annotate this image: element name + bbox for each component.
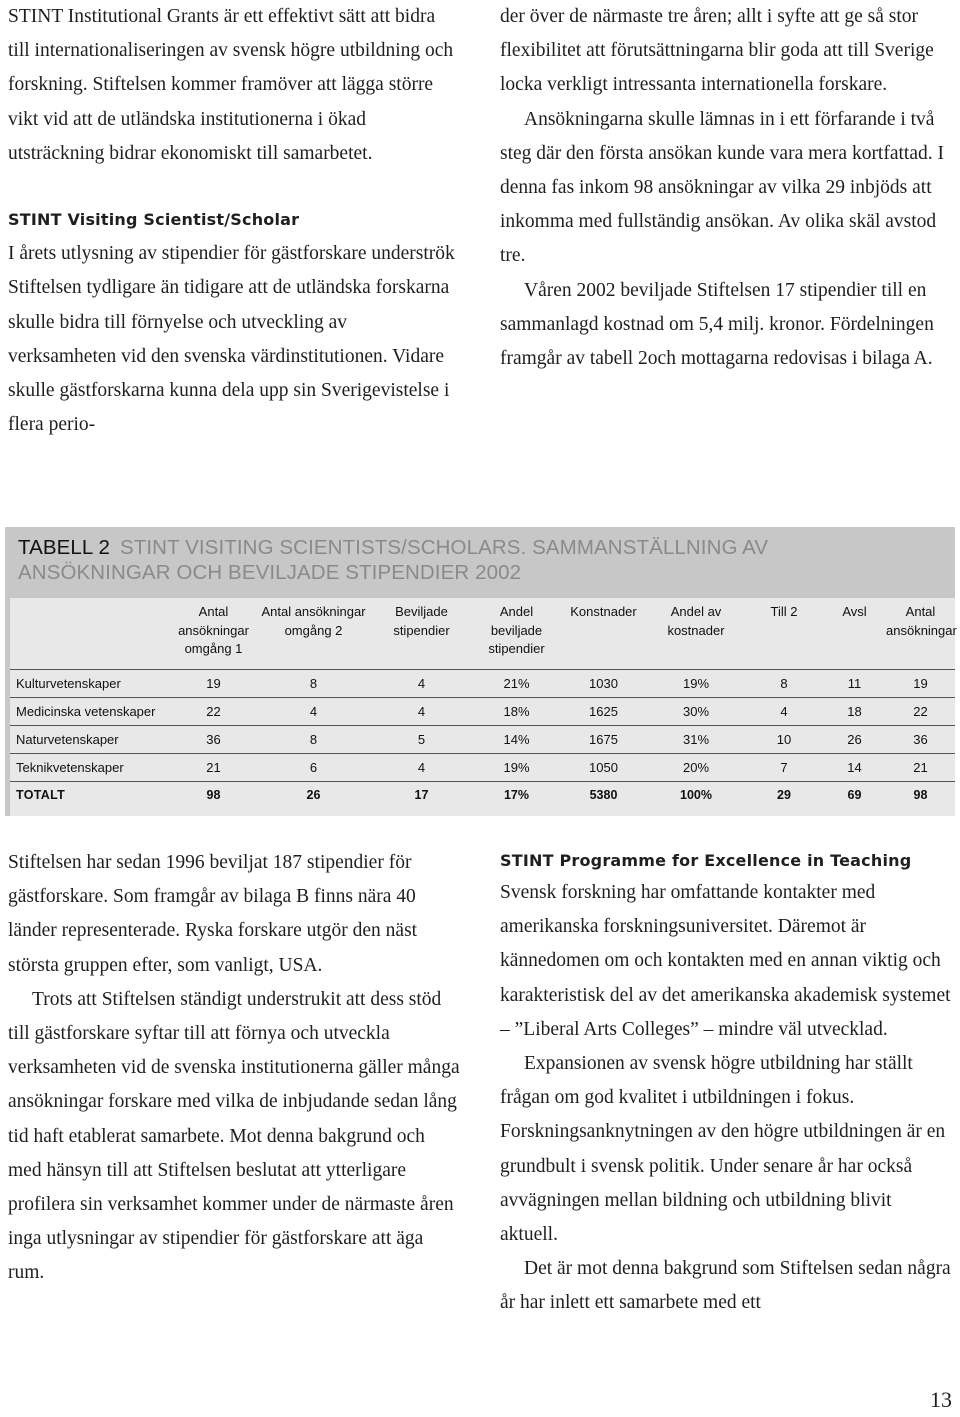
column-bottom-left [8, 846, 460, 1291]
table-cell: 14 [823, 754, 886, 782]
column-header: Antal ansökningar [886, 604, 957, 638]
table-row [10, 698, 955, 726]
table-cell: 1030 [560, 670, 647, 698]
table-cell: 19 [886, 670, 955, 698]
column-header: Antal ansökningar omgång 1 [178, 604, 249, 656]
table-cell: Teknikvetenskaper [10, 754, 170, 782]
continued-paragraph: der över de närmaste tre åren; allt i syfte att ge så stor flexibilitet att förutsättningarna blir goda att till Sverige locka verkligt intressanta internationella forskare. [500, 6, 934, 96]
column-top-right [500, 0, 952, 376]
table-2 [5, 527, 955, 816]
column-header: Antal ansökningar omgång 2 [261, 604, 366, 638]
expansion-paragraph: Expansionen av svensk högre utbildning har ställt frågan om god kvalitet i utbildningen i fokus. Forskningsanknytningen av den högre utbildningen är en grundbult i svensk politik. Under senare år har också avvägningen mellan bildning och utbildning blivit aktuell. [500, 1053, 946, 1246]
table-cell: 20% [647, 754, 745, 782]
table-cell: 6 [257, 754, 370, 782]
table-cell: 36 [170, 726, 257, 754]
application-procedure-paragraph: Ansökningarna skulle lämnas in i ett förfarande i två steg där den första ansökan kunde vara mera kortfattad. I denna fas inkom 98 ansökningar av vilka 29 inbjöds att inkomma med fullständig ansökan. Av olika skäl avstod tre. [500, 108, 944, 267]
table-cell: 18% [473, 698, 560, 726]
table-label: TABELL 2 [18, 536, 110, 559]
column-header: Avsl [842, 604, 867, 619]
research-contacts-paragraph: Svensk forskning har omfattande kontakter med amerikanska forskningsuniversitet. Däremot är kännedomen om och kontakten med en annan viktig och karakteristisk del av det amerikanska akademisk systemet – ”Liberal Arts Colleges” – mindre väl utvecklad. [500, 882, 951, 1040]
table-cell: 4 [370, 698, 473, 726]
table-total-row [10, 782, 955, 810]
table-cell: 1675 [560, 726, 647, 754]
grants-2002-paragraph: Våren 2002 beviljade Stiftelsen 17 stipendier till en sammanlagd kostnad om 5,4 milj. kronor. Fördelningen framgår av tabell 2och mottagarna redovisas i bilaga A. [500, 279, 934, 370]
table-cell: 21 [170, 754, 257, 782]
future-profile-paragraph: Trots att Stiftelsen ständigt understrukit att dess stöd till gästforskare syftar till att förnya och utveckla verksamheten vid de svenska institutionerna gäller många ansökningar forskare med vilka de inbjudande sedan lång tid haft etablerat samarbete. Mot denna bakgrund och med hänsyn till att Stiftelsen beslutat att ytterligare profilera sin verksamhet kommer under de närmaste åren inga utlysningar av stipendier för gästforskare att äga rum. [8, 988, 460, 1284]
table-cell: 26 [823, 726, 886, 754]
table-cell: 17% [473, 782, 560, 810]
table-cell: 10 [745, 726, 823, 754]
table-cell: 19% [473, 754, 560, 782]
grants-since-1996-paragraph: Stiftelsen har sedan 1996 beviljat 187 stipendier för gästforskare. Som framgår av bilaga B finns nära 40 länder representerade. Ryska forskare utgör den näst största gruppen efter, som vanligt, USA. [8, 852, 418, 976]
table-cell: 31% [647, 726, 745, 754]
data-table [10, 598, 955, 809]
table-cell: 69 [823, 782, 886, 810]
table-cell: 4 [370, 754, 473, 782]
column-header: Konstnader [570, 604, 637, 619]
table-cell: 19 [170, 670, 257, 698]
section-heading-excellence-in-teaching: STINT Programme for Excellence in Teaching [500, 851, 912, 870]
table-cell: 21 [886, 754, 955, 782]
table-title [18, 535, 918, 585]
table-cell: 8 [257, 726, 370, 754]
table-cell: Kulturvetenskaper [10, 670, 170, 698]
table-cell: 1050 [560, 754, 647, 782]
table-cell: 22 [170, 698, 257, 726]
table-header-row [10, 598, 955, 670]
table-cell: 36 [886, 726, 955, 754]
column-top-left [8, 0, 460, 442]
table-body-area [10, 598, 955, 816]
table-cell: 7 [745, 754, 823, 782]
table-cell: Naturvetenskaper [10, 726, 170, 754]
table-cell: 19% [647, 670, 745, 698]
section-heading-visiting-scientist: STINT Visiting Scientist/Scholar [8, 210, 300, 230]
table-row [10, 726, 955, 754]
table-caption: STINT VISITING SCIENTISTS/SCHOLARS. SAMMANSTÄLLNING AV ANSÖKNINGAR OCH BEVILJADE STIPENDIER 2002 [18, 536, 769, 584]
table-cell: 4 [370, 670, 473, 698]
table-cell: 1625 [560, 698, 647, 726]
table-cell: 5380 [560, 782, 647, 810]
table-cell: Medicinska vetenskaper [10, 698, 170, 726]
table-cell: 100% [647, 782, 745, 810]
cooperation-paragraph: Det är mot denna bakgrund som Stiftelsen sedan några år har inlett ett samarbete med ett [500, 1258, 951, 1314]
table-cell: 8 [745, 670, 823, 698]
table-cell: 30% [647, 698, 745, 726]
intro-paragraph: STINT Institutional Grants är ett effektivt sätt att bidra till internationaliseringen av svensk högre utbildning och forskning. Stiftelsen kommer framöver att lägga större vikt vid att de utländska institutionerna i ökad utsträckning bidrar ekonomiskt till samarbetet. [8, 6, 454, 164]
table-cell: 21% [473, 670, 560, 698]
table-cell: 11 [823, 670, 886, 698]
table-cell: 14% [473, 726, 560, 754]
column-header: Beviljade stipendier [393, 604, 450, 638]
table-cell: 22 [886, 698, 955, 726]
page-number: 13 [930, 1387, 952, 1412]
table-cell: 26 [257, 782, 370, 810]
table-cell: 98 [886, 782, 955, 810]
table-cell: 29 [745, 782, 823, 810]
table-cell: 18 [823, 698, 886, 726]
column-header: Till 2 [770, 604, 798, 619]
column-header: Andel av kostnader [667, 604, 725, 638]
column-bottom-right [500, 846, 952, 1321]
column-header [10, 598, 170, 670]
table-cell: 17 [370, 782, 473, 810]
column-header: Andel beviljade stipendier [488, 604, 545, 656]
table-cell: 8 [257, 670, 370, 698]
table-cell: 4 [745, 698, 823, 726]
table-cell: 5 [370, 726, 473, 754]
table-cell: TOTALT [10, 782, 170, 810]
visiting-scientist-paragraph: I årets utlysning av stipendier för gästforskare underströk Stiftelsen tydligare än tidigare att de utländska forskarna skulle bidra till förnyelse och utveckling av verksamheten vid den svenska värdinstitutionen. Vidare skulle gästforskarna kunna dela upp sin Sverigevistelse i flera perio- [8, 243, 455, 436]
table-cell: 4 [257, 698, 370, 726]
table-cell: 98 [170, 782, 257, 810]
table-row [10, 670, 955, 698]
table-row [10, 754, 955, 782]
